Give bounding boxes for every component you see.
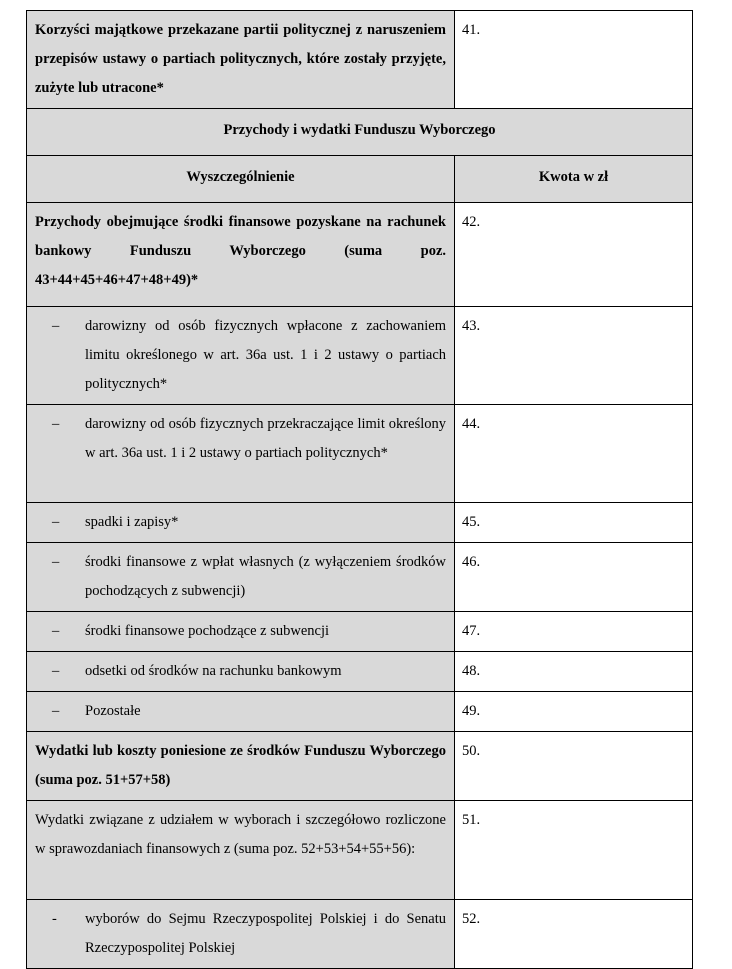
row-50-label: Wydatki lub koszty poniesione ze środków Funduszu Wyborczego (suma poz. 51+57+58) (27, 732, 455, 801)
row-42 (27, 203, 693, 307)
row-49-desc-cell (27, 692, 455, 732)
row-44-dash: – (52, 416, 60, 432)
row-42-amount-cell[interactable] (455, 203, 693, 307)
row-48-number: 48. (462, 663, 481, 679)
row-41 (27, 11, 693, 109)
row-42-label: Przychody obejmujące środki finansowe pozyskane na rachunek bankowy Funduszu Wyborczego (suma poz. 43+44+45+46+47+48+49)* (27, 203, 455, 307)
row-47 (27, 612, 693, 652)
column-header-amount: Kwota w zł (455, 156, 693, 203)
row-52-amount-cell[interactable] (455, 900, 693, 969)
row-47-dash: – (52, 623, 60, 639)
row-45-number: 45. (462, 514, 481, 530)
row-44 (27, 405, 693, 503)
row-51-amount-cell[interactable] (455, 801, 693, 900)
row-45-label: spadki i zapisy* (85, 514, 179, 530)
row-48-dash: – (52, 663, 60, 679)
row-52-desc-cell (27, 900, 455, 969)
row-41-label: Korzyści majątkowe przekazane partii politycznej z naruszeniem przepisów ustawy o partiach politycznych, które zostały przyjęte, zużyte lub utracone* (27, 11, 455, 109)
row-45-amount-cell[interactable] (455, 503, 693, 543)
row-46-amount-cell[interactable] (455, 543, 693, 612)
row-41-number: 41. (462, 22, 481, 38)
row-50-amount-cell[interactable] (455, 732, 693, 801)
row-43-amount-cell[interactable] (455, 307, 693, 405)
row-51-number: 51. (462, 812, 481, 828)
section-row (27, 109, 693, 156)
election-fund-table (26, 10, 693, 969)
row-44-number: 44. (462, 416, 481, 432)
row-44-amount-cell[interactable] (455, 405, 693, 503)
header-row (27, 156, 693, 203)
row-48 (27, 652, 693, 692)
row-41-amount-cell[interactable] (455, 11, 693, 109)
row-47-label: środki finansowe pochodzące z subwencji (85, 623, 330, 639)
row-49-label: Pozostałe (85, 703, 141, 719)
row-42-number: 42. (462, 214, 481, 230)
row-47-number: 47. (462, 623, 481, 639)
row-49-amount-cell[interactable] (455, 692, 693, 732)
row-51-label: Wydatki związane z udziałem w wyborach i szczegółowo rozliczone w sprawozdaniach finansowych z (suma poz. 52+53+54+55+56): (27, 801, 455, 900)
row-47-desc-cell (27, 612, 455, 652)
row-45 (27, 503, 693, 543)
row-45-dash: – (52, 514, 60, 530)
row-43-number: 43. (462, 318, 481, 334)
row-46 (27, 543, 693, 612)
row-48-amount-cell[interactable] (455, 652, 693, 692)
row-44-label: darowizny od osób fizycznych przekraczające limit określony w art. 36a ust. 1 i 2 ustawy o partiach politycznych* (85, 416, 446, 461)
row-43-label: darowizny od osób fizycznych wpłacone z zachowaniem limitu określonego w art. 36a ust. 1 i 2 ustawy o partiach politycznych* (85, 318, 446, 392)
row-44-desc-cell (27, 405, 455, 503)
row-48-label: odsetki od środków na rachunku bankowym (85, 663, 342, 679)
row-52-number: 52. (462, 911, 481, 927)
row-49-number: 49. (462, 703, 481, 719)
row-46-dash: – (52, 554, 60, 570)
row-49 (27, 692, 693, 732)
report-form-page (26, 10, 692, 969)
row-46-desc-cell (27, 543, 455, 612)
row-52-label: wyborów do Sejmu Rzeczypospolitej Polskiej i do Senatu Rzeczypospolitej Polskiej (85, 911, 446, 956)
row-43-dash: – (52, 318, 60, 334)
row-43 (27, 307, 693, 405)
row-49-dash: – (52, 703, 60, 719)
column-header-description: Wyszczególnienie (27, 156, 455, 203)
row-48-desc-cell (27, 652, 455, 692)
row-45-desc-cell (27, 503, 455, 543)
row-43-desc-cell (27, 307, 455, 405)
row-52 (27, 900, 693, 969)
section-title: Przychody i wydatki Funduszu Wyborczego (27, 109, 693, 156)
row-47-amount-cell[interactable] (455, 612, 693, 652)
row-46-number: 46. (462, 554, 481, 570)
row-50-number: 50. (462, 743, 481, 759)
row-51 (27, 801, 693, 900)
row-46-label: środki finansowe z wpłat własnych (z wyłączeniem środków pochodzących z subwencji) (85, 554, 446, 599)
row-50 (27, 732, 693, 801)
row-52-dash: - (52, 911, 57, 927)
